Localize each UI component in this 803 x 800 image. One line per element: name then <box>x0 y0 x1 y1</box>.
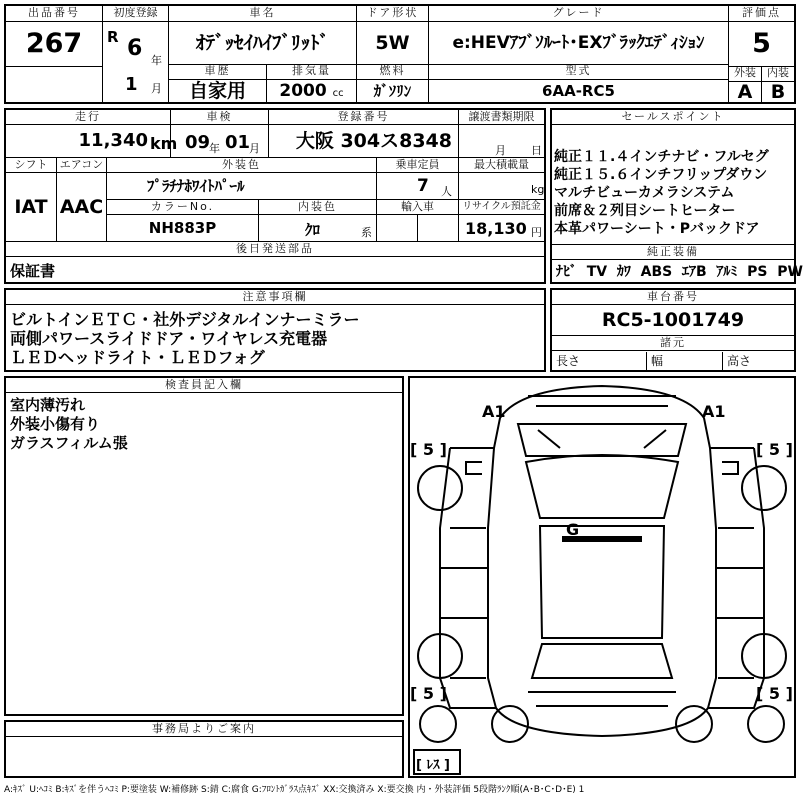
first-reg-year: 6 <box>127 36 143 61</box>
sales-points-header: セールスポイント <box>552 110 794 125</box>
note-line: ビルトインＥＴＣ・社外デジタルインナーミラー <box>10 310 360 329</box>
inspector-header: 検査員記入欄 <box>6 378 402 393</box>
later-parts: 保証書 <box>10 262 56 280</box>
note-line: ＬＥＤヘッドライト・ＬＥＤフォグ <box>10 348 265 367</box>
sales-points-list <box>552 148 794 238</box>
load-unit: kg <box>531 183 545 196</box>
tire-front-right: [ 5 ] <box>756 440 793 459</box>
import-cell <box>376 215 458 241</box>
km-unit: km <box>150 134 178 153</box>
model-code: 6AA-RC5 <box>428 80 728 102</box>
yen-unit: 円 <box>531 226 542 239</box>
inspector-note: ガラスフィルム張 <box>10 434 128 452</box>
recycle-cell <box>458 215 544 241</box>
chassis-header: 車台番号 <box>552 290 794 305</box>
tire-front-left: [ 5 ] <box>410 440 447 459</box>
manual-header: 譲渡書類期限 <box>458 110 544 125</box>
lot-number: 267 <box>25 28 83 59</box>
equipment-item: ｴｱB <box>681 264 707 280</box>
inspector-block <box>4 376 404 716</box>
door-header: ドア形状 <box>356 6 428 22</box>
sales-point: 純正１１.４インチナビ・フルセグ <box>554 149 769 165</box>
era-label: R <box>107 28 119 46</box>
equipment-header: 純正装備 <box>552 245 794 260</box>
equipment-item: ABS <box>640 264 673 280</box>
max-load-header: 最大積載量 <box>458 158 544 173</box>
chassis-block <box>550 288 796 372</box>
a1-left-mark: A1 <box>482 402 506 421</box>
equipment-item: TV <box>586 264 608 280</box>
grade: e:HEVｱﾌﾞｿﾙｰﾄ･EXﾌﾞﾗｯｸｴﾃﾞｨｼｮﾝ <box>428 22 728 64</box>
recycle-fee: 18,130 <box>465 219 527 238</box>
ext-color: ﾌﾟﾗﾁﾅﾎﾜｲﾄﾊﾟｰﾙ <box>106 173 376 199</box>
inspector-notes <box>10 396 400 476</box>
later-parts-header: 後日発送部品 <box>6 242 544 257</box>
height-label: 高さ <box>722 352 794 370</box>
int-color: ｸﾛ <box>305 221 321 239</box>
length-label: 長さ <box>556 354 581 368</box>
sales-point: 純正１５.６インチフリップダウン <box>554 167 768 183</box>
inspection-cell <box>170 125 268 157</box>
int-color-unit: 系 <box>361 226 372 239</box>
sales-point: マルチビューカメラシステム <box>554 185 735 201</box>
vehicle-summary-block <box>4 4 796 104</box>
recycle-header: リサイクル預託金 <box>458 200 544 215</box>
lot-no-header: 出品番号 <box>6 6 102 22</box>
displacement-header: 排気量 <box>266 64 356 80</box>
shift: IAT <box>14 196 48 218</box>
equipment-item: PS <box>747 264 768 280</box>
office-block <box>4 720 404 778</box>
car-name: ｵﾃﾞｯｾｲﾊｲﾌﾞﾘｯﾄﾞ <box>168 22 356 64</box>
a1-right-mark: A1 <box>702 402 726 421</box>
inspection-year-unit: 年 <box>209 142 220 155</box>
displacement-cell <box>266 80 356 102</box>
shift-header: シフト <box>6 158 56 173</box>
cc-unit: cc <box>332 88 344 99</box>
score-header: 評価点 <box>728 6 794 22</box>
import-header: 輸入車 <box>376 200 458 215</box>
int-color-cell <box>258 215 376 241</box>
history-header: 車歴 <box>168 64 266 80</box>
displacement: 2000 <box>279 81 327 101</box>
equipment-item: ｱﾙﾐ <box>716 264 738 280</box>
spare-tire: [ ﾚｽ ] <box>416 758 450 773</box>
capacity: 7 <box>417 176 429 196</box>
plate-header: 登録番号 <box>268 110 458 125</box>
capacity-cell <box>376 173 458 199</box>
sales-point: 前席＆２列目シートヒーター <box>554 203 736 219</box>
equipment-item: ｶﾜ <box>616 264 631 280</box>
car-name-header: 車名 <box>168 6 356 22</box>
car-diagram-block <box>408 376 796 778</box>
model-header: 型式 <box>428 64 728 80</box>
equipment-item: ﾅﾋﾞ <box>556 264 577 280</box>
g-windshield-mark: G <box>566 520 580 539</box>
month-unit: 月 <box>151 82 162 95</box>
first-reg-month: 1 <box>125 74 138 95</box>
inspection-month-unit: 月 <box>249 142 260 155</box>
color-no: NH883P <box>106 215 258 241</box>
capacity-header: 乗車定員 <box>376 158 458 173</box>
max-load-cell <box>458 173 544 199</box>
tire-rear-right: [ 5 ] <box>756 684 793 703</box>
aircon-header: エアコン <box>56 158 106 173</box>
spec-table <box>4 108 546 284</box>
mileage-header: 走行 <box>6 110 170 125</box>
chassis-number: RC5-1001749 <box>601 309 745 331</box>
color-no-header: カラーNo. <box>106 200 258 215</box>
inspector-note: 外装小傷有り <box>10 415 101 433</box>
legend-footer: A:ｷｽﾞ U:ﾍｺﾐ B:ｷｽﾞを伴うﾍｺﾐ P:要塗装 W:補修跡 S:錆 C:腐食 G:ﾌﾛﾝﾄｶﾞﾗｽ点ｷｽﾞ XX:交換済み X:要交換 内・外装評価 5段階ﾗﾝｸ順(A･B･C･D･E) 1 <box>4 785 585 795</box>
inspector-note: 室内薄汚れ <box>10 396 86 414</box>
notes-list <box>10 310 540 370</box>
equipment-list <box>556 262 803 282</box>
year-unit: 年 <box>151 54 162 67</box>
registration-plate: 大阪 304ス8348 <box>268 125 458 157</box>
sales-point: 本革パワーシート・Pバックドア <box>554 221 760 237</box>
int-color-header: 内装色 <box>258 200 376 215</box>
exterior-header: 外装 <box>728 66 761 82</box>
interior-grade: B <box>761 82 794 102</box>
manual-cell <box>458 125 544 157</box>
notes-block <box>4 288 546 372</box>
manual-month-unit: 月 <box>495 144 506 157</box>
fuel: ｶﾞｿﾘﾝ <box>356 80 428 102</box>
inspection-header: 車検 <box>170 110 268 125</box>
office-header: 事務局よりご案内 <box>6 722 402 737</box>
notes-header: 注意事項欄 <box>6 290 544 305</box>
interior-header: 内装 <box>761 66 794 82</box>
capacity-unit: 人 <box>441 185 452 198</box>
dims-header: 諸元 <box>552 336 794 351</box>
inspection-year: 09 <box>185 132 211 153</box>
width-label: 幅 <box>646 352 722 370</box>
door-type: 5W <box>356 22 428 64</box>
aircon: AAC <box>56 173 106 241</box>
car-diagram <box>410 378 794 776</box>
car-history: 自家用 <box>168 80 266 102</box>
sales-points-block <box>550 108 803 284</box>
manual-day-unit: 日 <box>531 144 542 157</box>
inspection-month: 01 <box>225 132 251 153</box>
score: 5 <box>728 22 794 66</box>
fuel-header: 燃料 <box>356 64 428 80</box>
grade-header: グレード <box>428 6 728 22</box>
first-reg-cell <box>102 22 168 102</box>
mileage: 11,340 <box>78 130 148 151</box>
note-line: 両側パワースライドドア・ワイヤレス充電器 <box>10 329 328 348</box>
first-reg-header: 初度登録 <box>102 6 168 22</box>
tire-rear-left: [ 5 ] <box>410 684 447 703</box>
exterior-grade: A <box>728 82 761 102</box>
equipment-item: PW <box>777 264 803 280</box>
ext-color-header: 外装色 <box>106 158 376 173</box>
